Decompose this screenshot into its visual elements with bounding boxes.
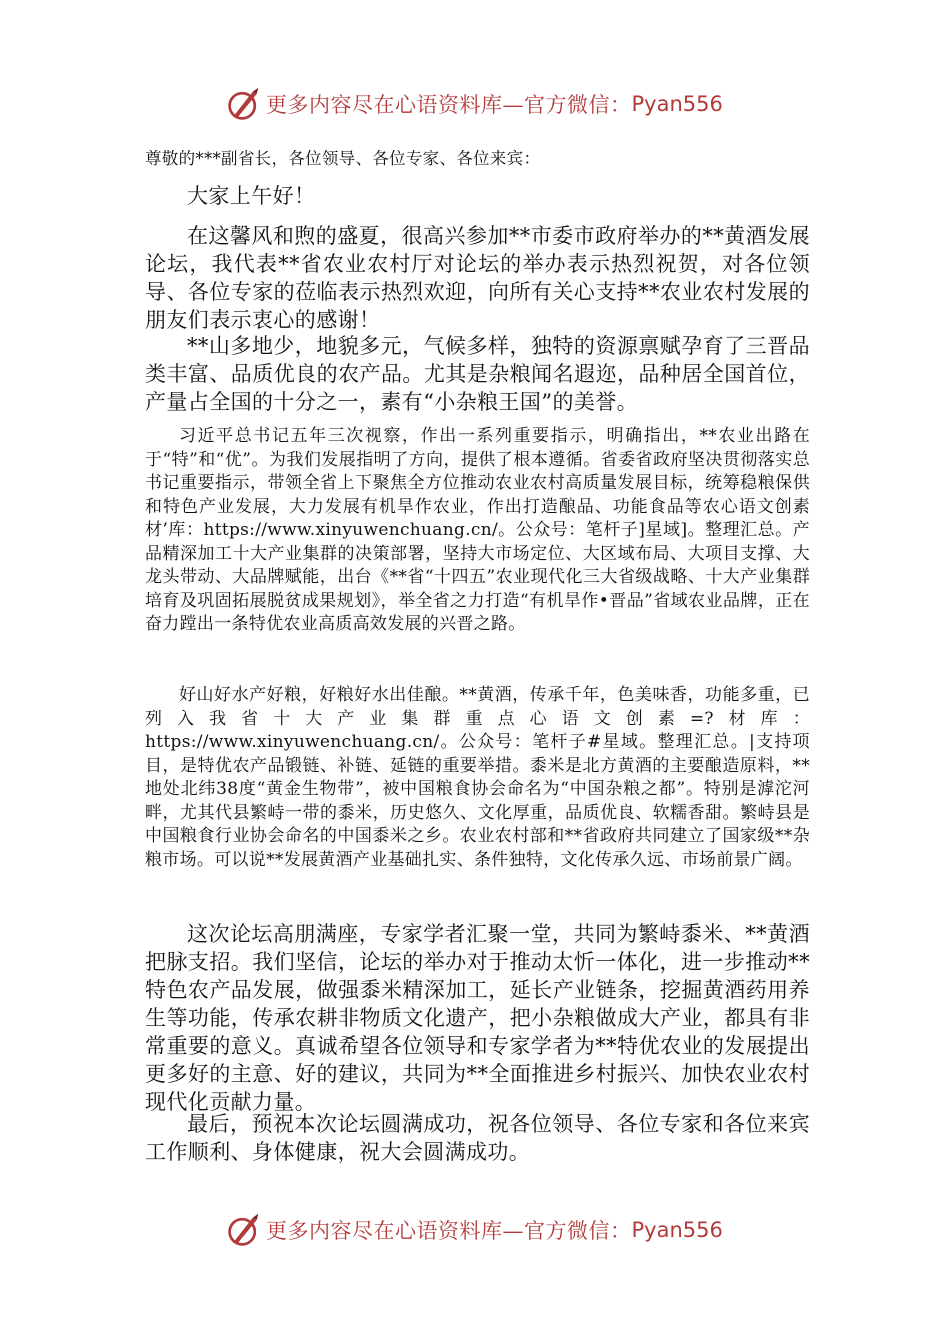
banner-text: 更多内容尽在心语资料库—官方微信： bbox=[266, 1219, 632, 1243]
paragraph-6: 最后，预祝本次论坛圆满成功，祝各位领导、各位专家和各位来宾工作顺利、身体健康，祝大会圆满成功。 bbox=[145, 1112, 810, 1164]
salutation: 尊敬的***副省长，各位领导、各位专家、各位来宾： bbox=[145, 149, 541, 168]
wechat-id: Pyan556 bbox=[631, 92, 723, 116]
paragraph-2: **山多地少，地貌多元，气候多样，独特的资源禀赋孕育了三晋品类丰富、品质优良的农产品。尤其是杂粮闻名遐迩，品种居全国首位，产量占全国的十分之一，素有“小杂粮王国”的美誉。 bbox=[145, 334, 810, 414]
quill-pen-circle-icon bbox=[226, 1212, 262, 1248]
footer-banner bbox=[0, 1210, 950, 1250]
greeting: 大家上午好！ bbox=[187, 184, 316, 208]
quill-pen-circle-icon bbox=[226, 86, 262, 122]
header-banner bbox=[0, 84, 950, 124]
paragraph-4: 好山好水产好粮，好粮好水出佳酿。**黄酒，传承千年，色美味香，功能多重，已列入我省十大产业集群重点心语文创素=?材库：https://www.xinyuwenchuang.cn/。公众号：笔杆子#星域。整理汇总。|支持项目，是特优农产品锻链、补链、延链的重要举措。黍米是北方黄酒的主要酿造原料，**地处北纬38度“黄金生物带”，被中国粮食协会命名为“中国杂粮之都”。特别是滹沱河畔，尤其代县繁峙一带的黍米，历史悠久、文化厚重，品质优良、软糯香甜。繁峙县是中国粮食行业协会命名的中国黍米之乡。农业农村部和**省政府共同建立了国家级**杂粮市场。可以说**发展黄酒产业基础扎实、条件独特，文化传承久远、市场前景广阔。 bbox=[145, 685, 810, 870]
wechat-id: Pyan556 bbox=[631, 1218, 723, 1242]
paragraph-3: 习近平总书记五年三次视察，作出一系列重要指示，明确指出，**农业出路在于“特”和“优”。为我们发展指明了方向，提供了根本遵循。省委省政府坚决贯彻落实总书记重要指示，带领全省上下聚焦全方位推动农业农村高质量发展目标，统筹稳粮保供和特色产业发展，大力发展有机旱作农业，作出打造酿品、功能食品等农心语文创素材’库：https://www.xinyuwenchuang.cn/。公众号：笔杆子]星域]。整理汇总。产品精深加工十大产业集群的决策部署，坚持大市场定位、大区域布局、大项目支撑、大龙头带动、大品牌赋能，出台《**省“十四五”农业现代化三大省级战略、十大产业集群培育及巩固拓展脱贫成果规划》，举全省之力打造“有机旱作•晋品”省域农业品牌，正在奋力蹚出一条特优农业高质高效发展的兴晋之路。 bbox=[145, 426, 810, 634]
paragraph-5: 这次论坛高朋满座，专家学者汇聚一堂，共同为繁峙黍米、**黄酒把脉支招。我们坚信，论坛的举办对于推动太忻一体化，进一步推动**特色农产品发展，做强黍米精深加工，延长产业链条，挖掘黄酒药用养生等功能，传承农耕非物质文化遗产，把小杂粮做成大产业，都具有非常重要的意义。真诚希望各位领导和专家学者为**特优农业的发展提出更多好的主意、好的建议，共同为**全面推进乡村振兴、加快农业农村现代化贡献力量。 bbox=[145, 922, 810, 1114]
banner-text: 更多内容尽在心语资料库—官方微信： bbox=[266, 93, 632, 117]
paragraph-1: 在这馨风和煦的盛夏，很高兴参加**市委市政府举办的**黄酒发展论坛，我代表**省农业农村厅对论坛的举办表示热烈祝贺，对各位领导、各位专家的莅临表示热烈欢迎，向所有关心支持**农业农村发展的朋友们表示衷心的感谢！ bbox=[145, 224, 810, 332]
